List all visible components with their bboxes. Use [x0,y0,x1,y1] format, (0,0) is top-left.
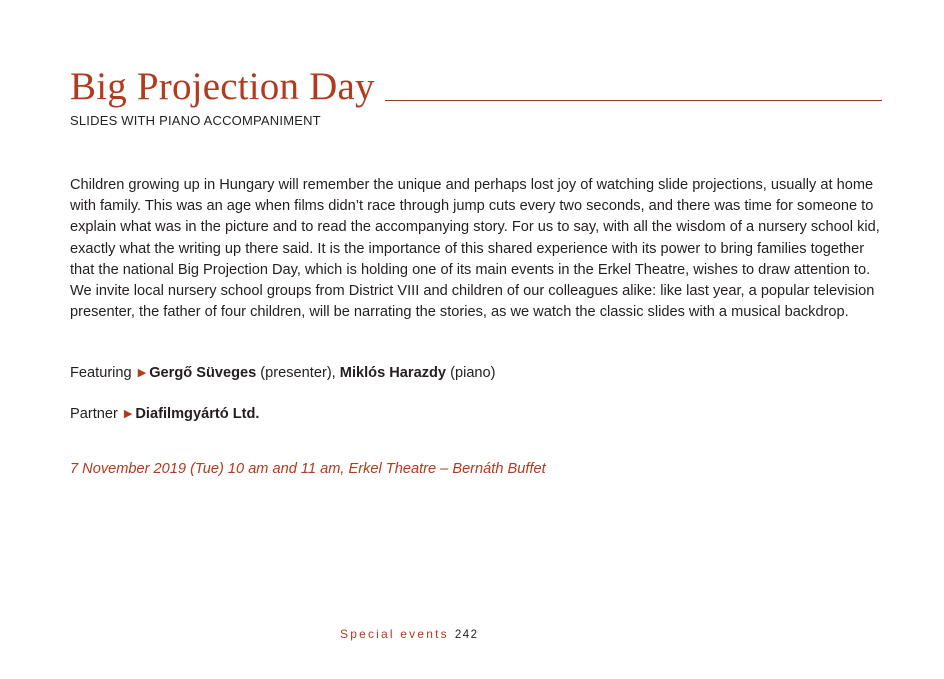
featuring-label: Featuring [70,365,132,381]
arrow-right-icon: ▶ [137,367,147,379]
page-number: 242 [454,629,479,641]
title-rule [385,100,882,101]
page-title: Big Projection Day [70,65,375,108]
event-date-location: 7 November 2019 (Tue) 10 am and 11 am, Erkel Theatre – Bernáth Buffet [70,461,546,477]
featuring-pianist-role: (piano) [446,365,496,381]
featuring-presenter-name: Gergő Süveges [149,365,257,381]
footer-section-name: Special events [340,627,449,641]
partner-label: Partner [70,406,118,422]
page-subtitle: SLIDES WITH PIANO ACCOMPANIMENT [70,113,321,128]
featuring-presenter-role: (presenter), [256,365,340,381]
body-paragraph: Children growing up in Hungary will remember the unique and perhaps lost joy of watching slide projections, usually at home with family. This was an age when films didn’t race through jump cuts every two seconds, and there was time for someone to explain what was in the picture and to read the accompanying story. For us to say, with all the wisdom of a nursery school kid, exactly what the writing up there said. It is the importance of this shared experience with its power to bring families together that the national Big Projection Day, which is holding one of its main events in the Erkel Theatre, wishes to draw attention to. We invite local nursery school groups from District VIII and children of our colleagues alike: like last year, a popular television presenter, the father of four children, will be narrating the stories, as we watch the classic slides with a musical backdrop. [70,177,880,321]
partner-name: Diafilmgyártó Ltd. [135,406,260,422]
featuring-pianist-name: Miklós Harazdy [339,365,447,381]
arrow-right-icon: ▶ [123,408,133,420]
partner-line [70,404,259,424]
page-footer [340,627,479,641]
title-row [70,64,882,110]
featuring-line [70,363,496,383]
